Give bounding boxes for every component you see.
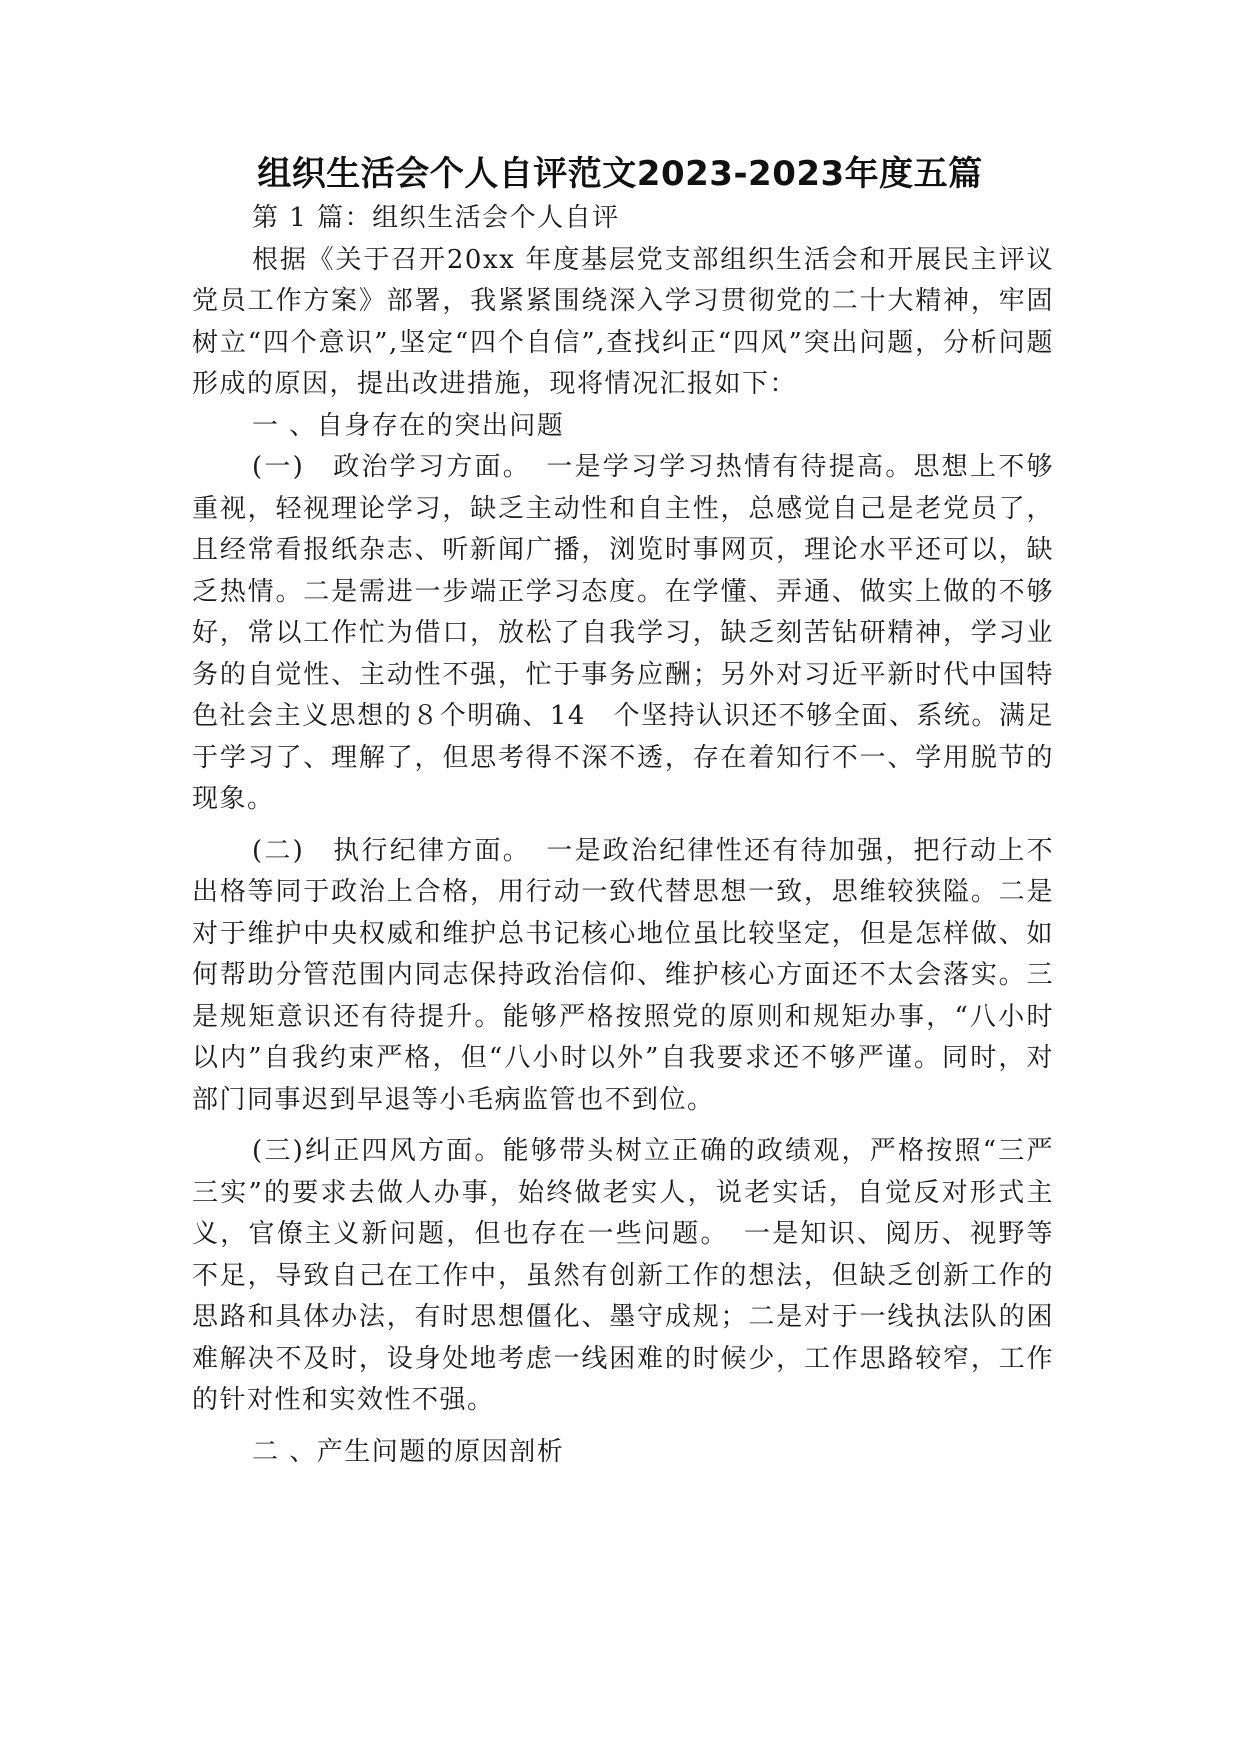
paragraph-political-study: (一) 政治学习方面。 一是学习学习热情有待提高。思想上不够重视，轻视理论学习，缺乏主动性和自主性，总感觉自己是老党员了，且经常看报纸杂志、听新闻广播，浏览时事网页，理论水平还可以，缺乏热情。二是需进一步端正学习态度。在学懂、弄通、做实上做的不够好，常以工作忙为借口，放松了自我学习，缺乏刻苦钻研精神，学习业务的自觉性、主动性不强，忙于事务应酬；另外对习近平新时代中国特色社会主义思想的８个明确、14 个坚持认识还不够全面、系统。满足于学习了、理解了，但思考得不深不透，存在着知行不一、学用脱节的现象。 [192,452,1054,814]
document-title: 组织生活会个人自评范文2023-2023年度五篇 [257,154,983,194]
section-heading-causes: 二 、产生问题的原因剖析 [252,1436,565,1467]
section-subtitle: 第 1 篇：组织生活会个人自评 [252,203,620,233]
paragraph-discipline: (二) 执行纪律方面。 一是政治纪律性还有待加强，把行动上不出格等同于政治上合格，用行动一致代替思想一致，思维较狭隘。二是对于维护中央权威和维护总书记核心地位虽比较坚定，但是怎样做、如何帮助分管范围内同志保持政治信仰、维护核心方面还不太会落实。三是规矩意识还有待提升。能够严格按照党的原则和规矩办事，“八小时以内”自我约束严格，但“八小时以外”自我要求还不够严谨。同时，对部门同事迟到早退等小毛病监管也不到位。 [192,835,1054,1115]
paragraph-intro: 根据《关于召开20xx 年度基层党支部组织生活会和开展民主评议党员工作方案》部署，我紧紧围绕深入学习贯彻党的二十大精神，牢固树立“四个意识”,坚定“四个自信”,查找纠正“四风”突出问题，分析问题形成的原因，提出改进措施，现将情况汇报如下： [192,244,1054,399]
paragraph-four-styles: (三)纠正四风方面。能够带头树立正确的政绩观，严格按照“三严三实”的要求去做人办事，始终做老实人，说老实话，自觉反对形式主义，官僚主义新问题，但也存在一些问题。 一是知识、阅历、视野等不足，导致自己在工作中，虽然有创新工作的想法，但缺乏创新工作的思路和具体办法，有时思想僵化、墨守成规；二是对于一线执法队的困难解决不及时，设身处地考虑一线困难的时候少，工作思路较窄，工作的针对性和实效性不强。 [192,1136,1054,1415]
section-heading-problems: 一 、自身存在的突出问题 [252,410,565,441]
document-body [192,198,1054,1473]
